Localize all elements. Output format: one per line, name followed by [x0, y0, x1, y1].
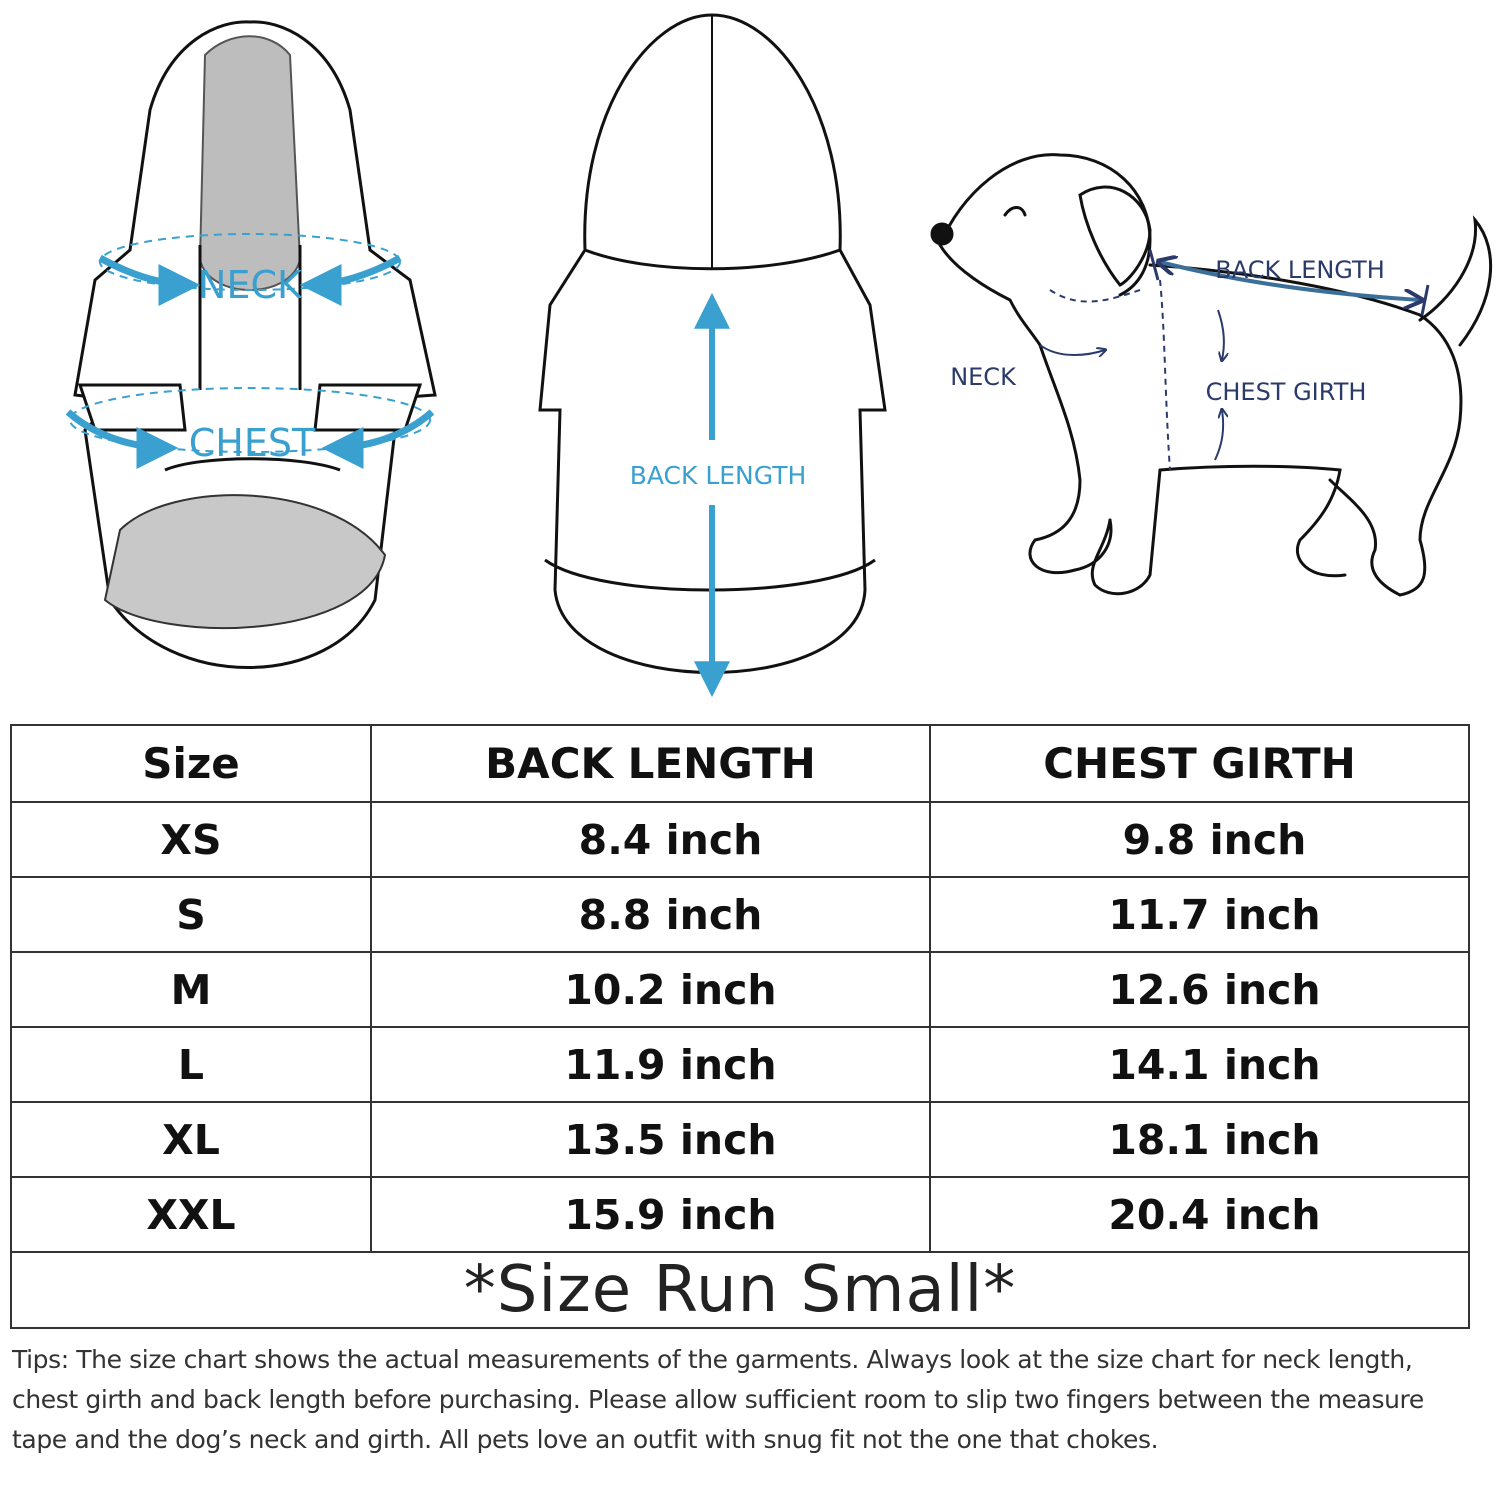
chest-girth-cell: 14.1 inch [930, 1027, 1469, 1102]
chest-girth-cell: 11.7 inch [930, 877, 1469, 952]
table-row [11, 1027, 1469, 1102]
chest-girth-cell: 9.8 inch [930, 802, 1469, 877]
hoodie-front-drawing [75, 22, 435, 668]
back-length-label: BACK LENGTH [629, 461, 807, 490]
chest-label: CHEST [188, 421, 316, 465]
size-run-small-note: *Size Run Small* [11, 1252, 1469, 1328]
header-back-length: BACK LENGTH [371, 725, 930, 802]
neck-label: NECK [198, 263, 302, 307]
header-size: Size [11, 725, 371, 802]
dog-chest-girth-label: CHEST GIRTH [1205, 378, 1367, 406]
back-length-cell: 8.8 inch [371, 877, 930, 952]
size-cell: XXL [11, 1177, 371, 1252]
back-length-cell: 11.9 inch [371, 1027, 930, 1102]
size-cell: S [11, 877, 371, 952]
back-length-cell: 10.2 inch [371, 952, 930, 1027]
chest-girth-cell: 20.4 inch [930, 1177, 1469, 1252]
size-cell: XS [11, 802, 371, 877]
size-cell: XL [11, 1102, 371, 1177]
back-length-cell: 8.4 inch [371, 802, 930, 877]
table-row [11, 877, 1469, 952]
dog-measure-markers [950, 250, 1428, 470]
header-chest-girth: CHEST GIRTH [930, 725, 1469, 802]
chest-girth-cell: 18.1 inch [930, 1102, 1469, 1177]
table-row [11, 1102, 1469, 1177]
table-row [11, 1177, 1469, 1252]
dog-back-length-label: BACK LENGTH [1215, 256, 1385, 284]
table-header-row [11, 725, 1469, 802]
table-row [11, 952, 1469, 1027]
back-length-cell: 15.9 inch [371, 1177, 930, 1252]
chest-girth-cell: 12.6 inch [930, 952, 1469, 1027]
tips-text: Tips: The size chart shows the actual measurements of the garments. Always look at the size chart for neck length, chest girth and back length before purchasing. Please allow sufficient room to slip two fingers between the measure tape and the dog’s neck and girth. All pets love an outfit with snug fit not the one that chokes. [12, 1345, 1424, 1454]
size-cell: M [11, 952, 371, 1027]
measurement-illustration [0, 0, 1500, 720]
back-length-cell: 13.5 inch [371, 1102, 930, 1177]
table-row [11, 802, 1469, 877]
size-note-row [11, 1252, 1469, 1328]
size-cell: L [11, 1027, 371, 1102]
dog-neck-label: NECK [950, 363, 1016, 391]
size-chart-table [10, 724, 1470, 1329]
